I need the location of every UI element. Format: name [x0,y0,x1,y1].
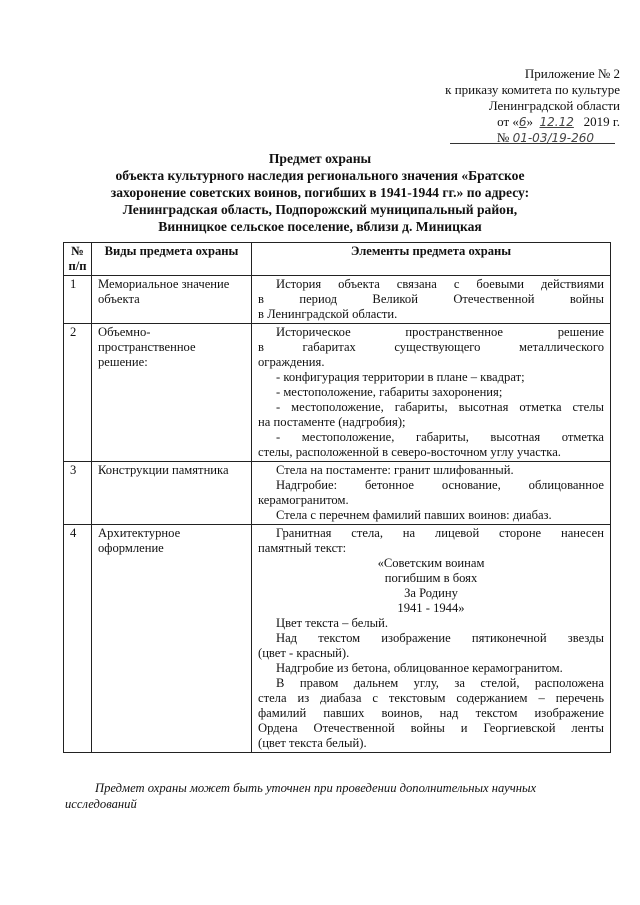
table-row [64,276,611,324]
title-heading: Предмет охраны [268,151,372,166]
header-elements: Элементы предмета охраны [252,243,611,276]
row-elements: История объекта связана с боевыми действиями в период Великой Отечественной войны в Ленинградской области. [252,276,611,324]
row-num: 3 [64,462,92,525]
table-header-row [64,243,611,276]
number-underline [450,143,615,144]
title-line: объекта культурного наследия регионального значения «Братское [115,168,525,183]
protection-table [63,242,611,753]
appendix-date: от «6» 12.12 2019 г. [497,114,620,129]
row-num: 2 [64,324,92,462]
row-kind: Мемориальное значение объекта [92,276,252,324]
table-row [64,324,611,462]
appendix-order-ref: к приказу комитета по культуре [445,82,620,97]
document-title [60,150,580,235]
row-elements: Историческое пространственное решение в габаритах существующего металлического ограждения. - конфигурация территории в плане – квадрат; - местоположение, габариты захоронения; - местоположение, габариты, высотная отметка стелы на постаменте (надгробия); - местоположение, габариты, высотная отметка стелы, расположенной в северо-восточном углу участка. [252,324,611,462]
date-day-handwritten: 6 [518,115,527,129]
row-kind: Объемно-пространственное решение: [92,324,252,462]
row-elements: Стела на постаменте: гранит шлифованный. Надгробие: бетонное основание, облицованное керамогранитом. Стела с перечнем фамилий павших воинов: диабаз. [252,462,611,525]
row-kind: Конструкции памятника [92,462,252,525]
appendix-region: Ленинградской области [488,98,620,113]
appendix-number: Приложение № 2 [524,66,620,81]
appendix-doc-number: № 01-03/19-260 [496,130,594,145]
memorial-inscription: 1941 - 1944» [397,601,465,615]
title-line: Ленинградская область, Подпорожский муниципальный район, [122,202,518,217]
footnote-line: Предмет охраны может быть уточнен при проведении дополнительных научных [95,781,537,795]
footnote [65,780,615,812]
title-line: Винницкое сельское поселение, вблизи д. Миницкая [158,219,482,234]
row-num: 1 [64,276,92,324]
memorial-inscription: погибшим в боях [384,571,478,585]
header-num: № п/п [64,243,92,276]
footnote-line: исследований [65,797,137,811]
doc-number-handwritten: 01-03/19-260 [512,131,594,145]
row-elements: Гранитная стела, на лицевой стороне нанесен памятный текст: «Советским воинам погибшим в боях За Родину 1941 - 1944» Цвет текста – белый. Над текстом изображение пятиконечной звезды (цвет - красный). Надгробие из бетона, облицованное керамогранитом. В правом дальнем углу, за стелой, расположена стела из диабаза с текстовым содержанием – перечень фамилий павших воинов, над текстом изображение Ордена Отечественной войны и Георгиевской ленты (цвет текста белый). [252,525,611,753]
date-month-handwritten: 12.12 [539,115,574,129]
table-row [64,462,611,525]
appendix-header [400,66,620,146]
table-row [64,525,611,753]
header-kind: Виды предмета охраны [92,243,252,276]
row-kind: Архитектурное оформление [92,525,252,753]
row-num: 4 [64,525,92,753]
memorial-inscription: «Советским воинам [377,556,485,570]
title-line: захоронение советских воинов, погибших в 1941-1944 гг.» по адресу: [110,185,530,200]
memorial-inscription: За Родину [404,586,458,600]
